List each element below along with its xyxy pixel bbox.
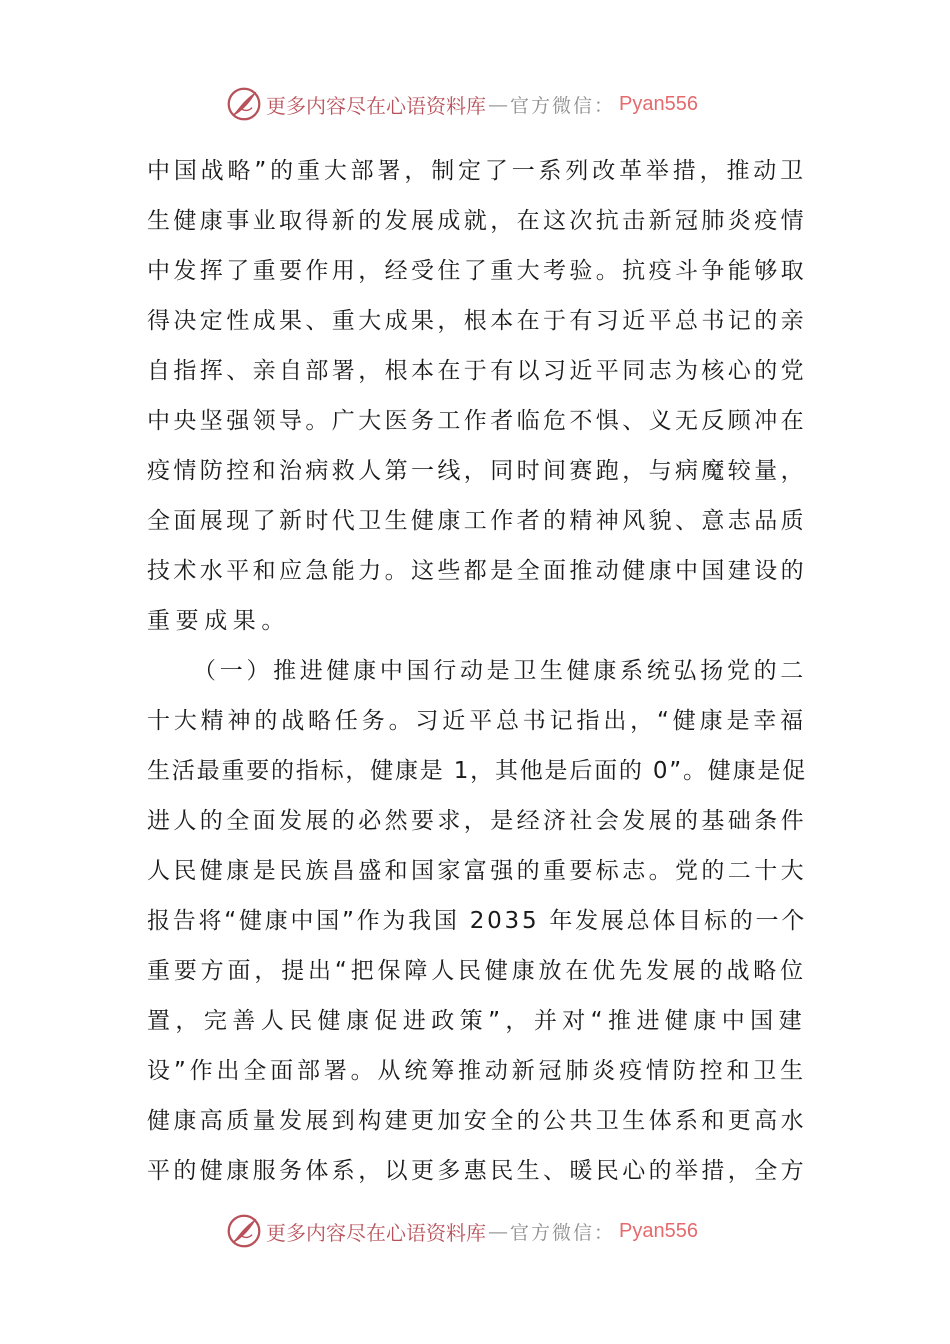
text-line: 健康高质量发展到构建更加安全的公共卫生体系和更高水 <box>147 1108 807 1134</box>
quill-logo-icon <box>226 86 262 122</box>
watermark-official-label: 官方微信： <box>510 94 616 117</box>
text-line: 报告将“健康中国”作为我国 2035 年发展总体目标的一个 <box>147 908 807 934</box>
text-line: 得决定性成果、重大成果，根本在于有习近平总书记的亲 <box>147 308 807 334</box>
text-line: 平的健康服务体系，以更多惠民生、暖民心的举措，全方 <box>147 1158 807 1184</box>
text-line: 进人的全面发展的必然要求，是经济社会发展的基础条件 <box>147 808 807 834</box>
text-line: 设”作出全面部署。从统筹推动新冠肺炎疫情防控和卫生 <box>147 1058 807 1084</box>
paragraph-heading-line: （一）推进健康中国行动是卫生健康系统弘扬党的二 <box>193 658 807 684</box>
footer-watermark <box>226 1211 698 1251</box>
text-line: 中国战略”的重大部署，制定了一系列改革举措，推动卫 <box>147 158 807 184</box>
watermark-separator: — <box>488 92 508 116</box>
text-line: 疫情防控和治病救人第一线，同时间赛跑，与病魔较量， <box>147 458 807 484</box>
quill-logo-icon <box>226 1213 262 1249</box>
text-line: 中央坚强领导。广大医务工作者临危不惧、义无反顾冲在 <box>147 408 807 434</box>
watermark-wechat-id: Pyan556 <box>619 1219 698 1242</box>
text-line: 重要成果。 <box>147 608 290 634</box>
text-line: 中发挥了重要作用，经受住了重大考验。抗疫斗争能够取 <box>147 258 807 284</box>
text-line: 自指挥、亲自部署，根本在于有以习近平同志为核心的党 <box>147 358 807 384</box>
text-line: 全面展现了新时代卫生健康工作者的精神风貌、意志品质 <box>147 508 807 534</box>
text-line: 重要方面，提出“把保障人民健康放在优先发展的战略位 <box>147 958 807 984</box>
text-line: 十大精神的战略任务。习近平总书记指出，“健康是幸福 <box>147 708 807 734</box>
text-line: 人民健康是民族昌盛和国家富强的重要标志。党的二十大 <box>147 858 807 884</box>
text-line: 技术水平和应急能力。这些都是全面推动健康中国建设的 <box>147 558 807 584</box>
watermark-official-label: 官方微信： <box>510 1221 616 1244</box>
watermark-separator: — <box>488 1219 508 1243</box>
watermark-main-text: 更多内容尽在心语资料库 <box>266 93 486 118</box>
text-line: 生活最重要的指标，健康是 1，其他是后面的 0”。健康是促 <box>147 758 807 784</box>
document-body <box>147 146 807 1196</box>
watermark-main-text: 更多内容尽在心语资料库 <box>266 1220 486 1245</box>
text-line: 生健康事业取得新的发展成就，在这次抗击新冠肺炎疫情 <box>147 208 807 234</box>
watermark-wechat-id: Pyan556 <box>619 92 698 115</box>
header-watermark <box>226 84 698 124</box>
text-line: 置，完善人民健康促进政策”，并对“推进健康中国建 <box>147 1008 807 1034</box>
